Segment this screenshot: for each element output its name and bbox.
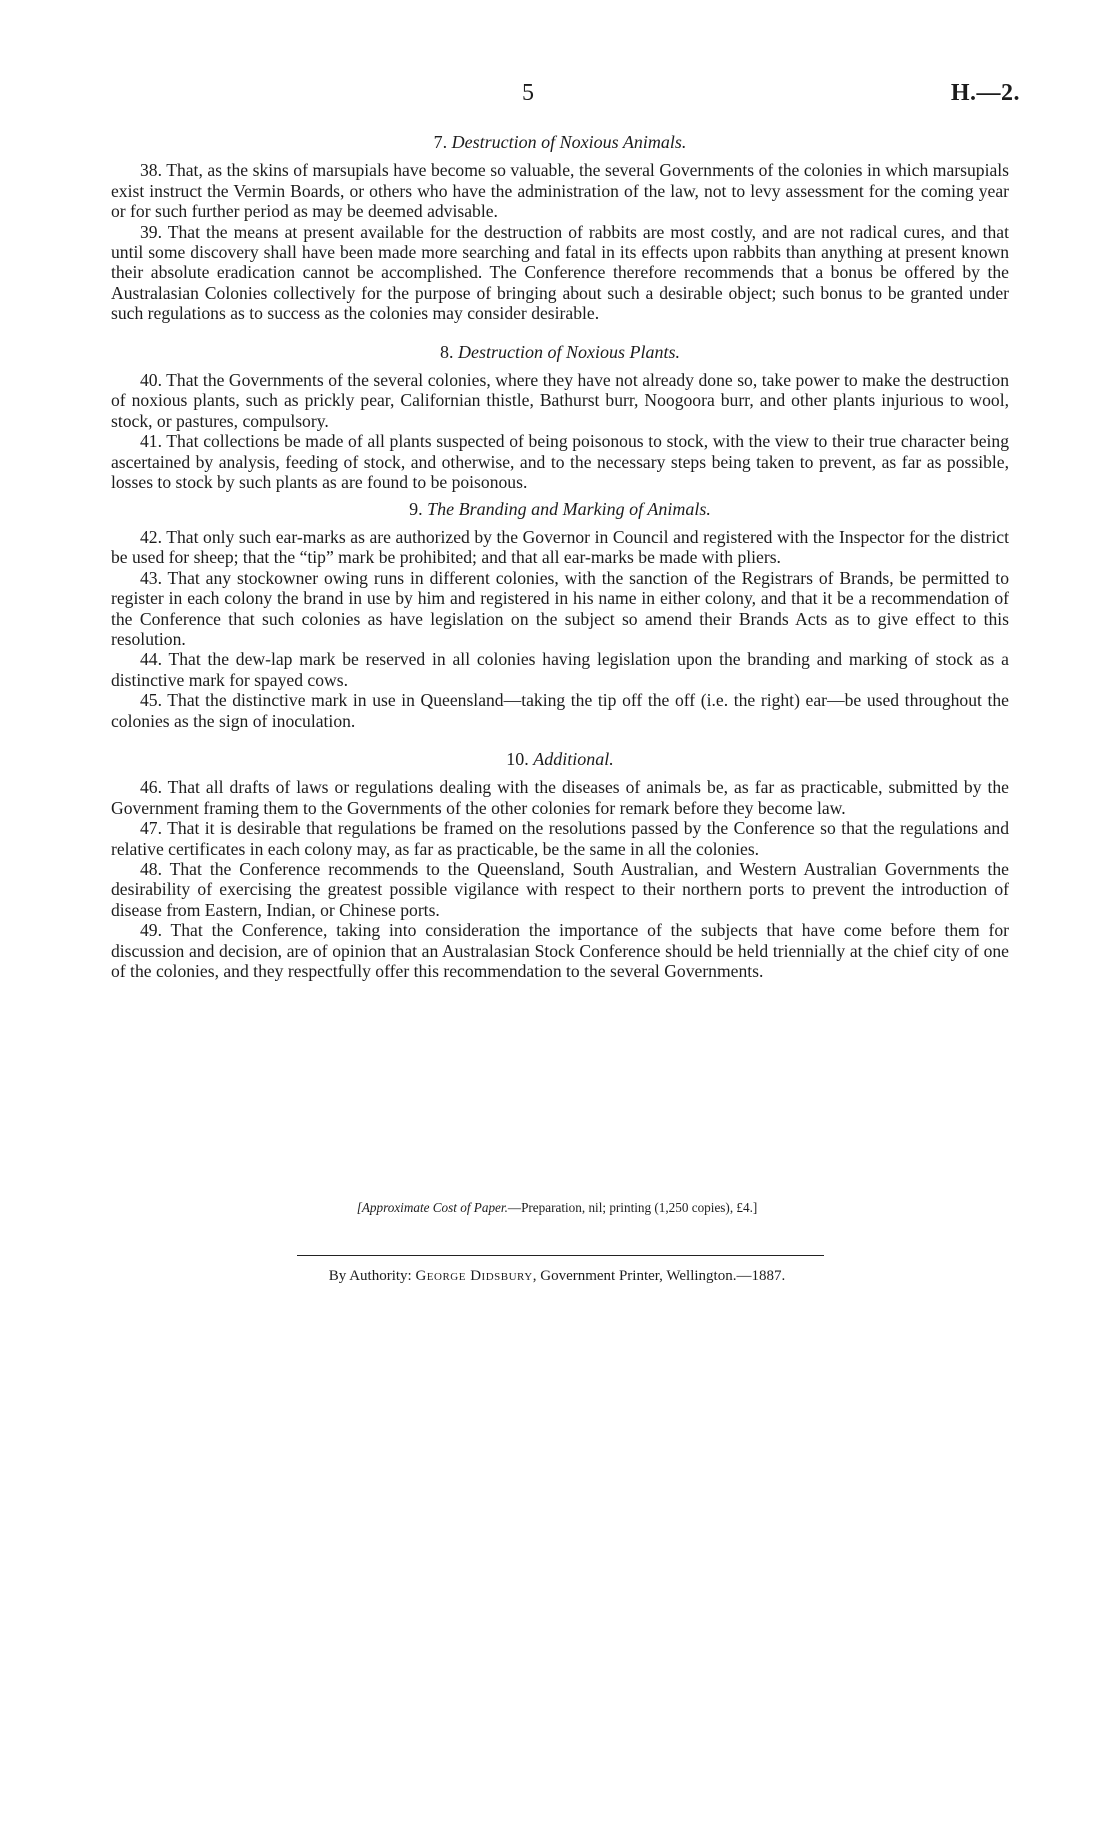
- cost-note-details: —Preparation, nil; printing (1,250 copies), £4.]: [507, 1200, 758, 1215]
- section-title: Additional.: [533, 748, 614, 769]
- section-number: 9.: [409, 498, 423, 519]
- section-title: Destruction of Noxious Animals.: [451, 132, 687, 152]
- resolution-paragraph: 42. That only such ear-marks as are authorized by the Governor in Council and registered with the Inspector for the district be used for sheep; that the “tip” mark be prohibited; and that all ear-marks be made with pliers.: [111, 526, 1009, 568]
- resolution-paragraph: 41. That collections be made of all plants suspected of being poisonous to stock, with the view to their true character being ascertained by analysis, feeding of stock, and otherwise, and to the necessary steps being taken to prevent, as far as possible, losses to stock by such plants as are found to be poisonous.: [111, 431, 1009, 493]
- document-body: [111, 128, 1009, 981]
- section-heading: [111, 132, 1009, 152]
- section-number: 8.: [440, 341, 454, 362]
- section-number: 7.: [433, 132, 448, 152]
- resolution-paragraph: 46. That all drafts of laws or regulations dealing with the diseases of animals be, as far as practicable, submitted by the Government framing them to the Governments of the other colonies for remark before they become law.: [111, 777, 1009, 818]
- printer-imprint: [0, 1268, 1114, 1285]
- footer-rule: [297, 1255, 824, 1256]
- section-heading: [111, 499, 1009, 519]
- resolution-paragraph: 47. That it is desirable that regulations be framed on the resolutions passed by the Conference so that the regulations and relative certificates in each colony may, as far as practicable, be the same in all the colonies.: [111, 818, 1009, 859]
- cost-of-paper-note: [0, 1200, 1114, 1216]
- section-heading: [111, 342, 1009, 362]
- imprint-lead: By Authority:: [328, 1268, 412, 1284]
- section-title: Destruction of Noxious Plants.: [458, 341, 680, 362]
- imprint-printer-name: George Didsbury: [415, 1268, 533, 1284]
- section-title: The Branding and Marking of Animals.: [427, 498, 711, 519]
- resolution-paragraph: 49. That the Conference, taking into consideration the importance of the subjects that have come before them for discussion and decision, are of opinion that an Australasian Stock Conference should be held triennially at the chief city of one of the colonies, and they respectfully offer this recommendation to the several Governments.: [111, 920, 1009, 982]
- resolution-paragraph: 40. That the Governments of the several colonies, where they have not already done so, take power to make the destruction of noxious plants, such as prickly pear, Californian thistle, Bathurst burr, Noogoora burr, and other plants injurious to wool, stock, or pastures, compulsory.: [111, 370, 1009, 431]
- resolution-paragraph: 39. That the means at present available for the destruction of rabbits are most costly, and are not radical cures, and that until some discovery shall have been made more searching and fatal in its effects upon rabbits than anything at present known their absolute eradication cannot be accomplished. The Conference therefore recommends that a bonus be offered by the Australasian Colonies collectively for the purpose of bringing about such a desirable object; such bonus to be granted under such regulations as to success as the colonies may consider desirable.: [111, 221, 1009, 324]
- document-reference: H.—2.: [950, 80, 1020, 106]
- section-number: 10.: [506, 748, 529, 769]
- imprint-details: , Government Printer, Wellington.—1887.: [532, 1268, 786, 1284]
- cost-note-lead: [Approximate Cost of Paper.: [356, 1200, 508, 1215]
- resolution-paragraph: 44. That the dew-lap mark be reserved in all colonies having legislation upon the branding and marking of stock as a distinctive mark for spayed cows.: [111, 649, 1009, 690]
- page-number: 5: [522, 80, 534, 106]
- resolution-paragraph: 48. That the Conference recommends to the Queensland, South Australian, and Western Australian Governments the desirability of exercising the greatest possible vigilance with respect to their northern ports to prevent the introduction of disease from Eastern, Indian, or Chinese ports.: [111, 859, 1009, 920]
- resolution-paragraph: 43. That any stockowner owing runs in different colonies, with the sanction of the Registrars of Brands, be permitted to register in each colony the brand in use by him and registered in his name in either colony, and that it be a recommendation of the Conference that such colonies as have legislation on the subject so amend their Brands Acts as to give effect to this resolution.: [111, 567, 1009, 649]
- resolution-paragraph: 38. That, as the skins of marsupials have become so valuable, the several Governments of the colonies in which marsupials exist instruct the Vermin Boards, or others who have the administration of the law, not to levy assessment for the coming year or for such further period as may be deemed advisable.: [111, 160, 1009, 222]
- resolution-paragraph: 45. That the distinctive mark in use in Queensland—taking the tip off the off (i.e. the right) ear—be used throughout the colonies as the sign of inoculation.: [111, 690, 1009, 731]
- section-heading: [111, 749, 1009, 769]
